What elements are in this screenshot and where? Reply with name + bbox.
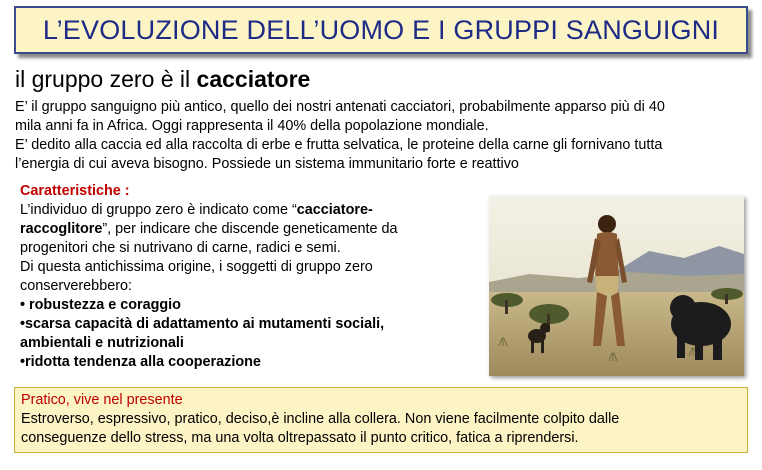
char-line: progenitori che si nutrivano di carne, radici e semi.	[20, 240, 341, 256]
char-line: Di questa antichissima origine, i soggetti di gruppo zero	[20, 259, 373, 275]
char-bold: raccoglitore	[20, 221, 103, 237]
bullet-item	[20, 353, 480, 372]
title-banner	[14, 6, 748, 54]
page-title: L’EVOLUZIONE DELL’UOMO E I GRUPPI SANGUIGNI	[42, 14, 720, 45]
char-text: L’individuo di gruppo zero è indicato come “	[20, 202, 297, 218]
char-line	[20, 201, 480, 220]
bullet-text: •scarsa capacità di adattamento ai mutamenti sociali,	[20, 316, 385, 332]
bullet-text: • robustezza e coraggio	[20, 297, 181, 313]
bottom-heading: Pratico, vive nel presente	[21, 392, 183, 408]
intro-paragraph	[15, 98, 755, 174]
intro-line: E’ dedito alla caccia ed alla raccolta di erbe e frutta selvatica, le proteine della carne gli fornivano tutta	[15, 137, 663, 153]
char-text: ”, per indicare che discende geneticamente da	[102, 221, 398, 237]
char-bold: cacciatore-	[296, 202, 373, 218]
subtitle-emphasis: cacciatore	[196, 66, 311, 92]
bottom-summary-box	[14, 387, 748, 453]
bullet-text: •ridotta tendenza alla cooperazione	[20, 354, 261, 370]
characteristics-section	[20, 182, 480, 372]
bottom-line: conseguenze dello stress, ma una volta oltrepassato il punto critico, fatica a riprendersi.	[21, 430, 579, 446]
char-line: conserverebbero:	[20, 278, 132, 294]
char-line	[20, 220, 480, 239]
intro-line: mila anni fa in Africa. Oggi rappresenta il 40% della popolazione mondiale.	[15, 118, 489, 134]
characteristics-heading: Caratteristiche :	[20, 183, 130, 199]
intro-line: l’energia di cui aveva bisogno. Possiede un sistema immunitario forte e reattivo	[15, 156, 519, 172]
intro-line: E’ il gruppo sanguigno più antico, quello dei nostri antenati cacciatori, probabilmente apparso più di 40	[15, 99, 665, 115]
subtitle-prefix: il gruppo zero è il	[15, 66, 197, 92]
evolution-scene-image	[489, 196, 744, 376]
subtitle	[15, 66, 310, 93]
bottom-line: Estroverso, espressivo, pratico, deciso,è incline alla collera. Non viene facilmente colpito dalle	[21, 411, 620, 427]
evolution-illustration	[489, 196, 744, 376]
bullet-item	[20, 334, 480, 353]
bullet-item	[20, 315, 480, 334]
bullet-item	[20, 296, 480, 315]
bullet-text: ambientali e nutrizionali	[20, 335, 184, 351]
